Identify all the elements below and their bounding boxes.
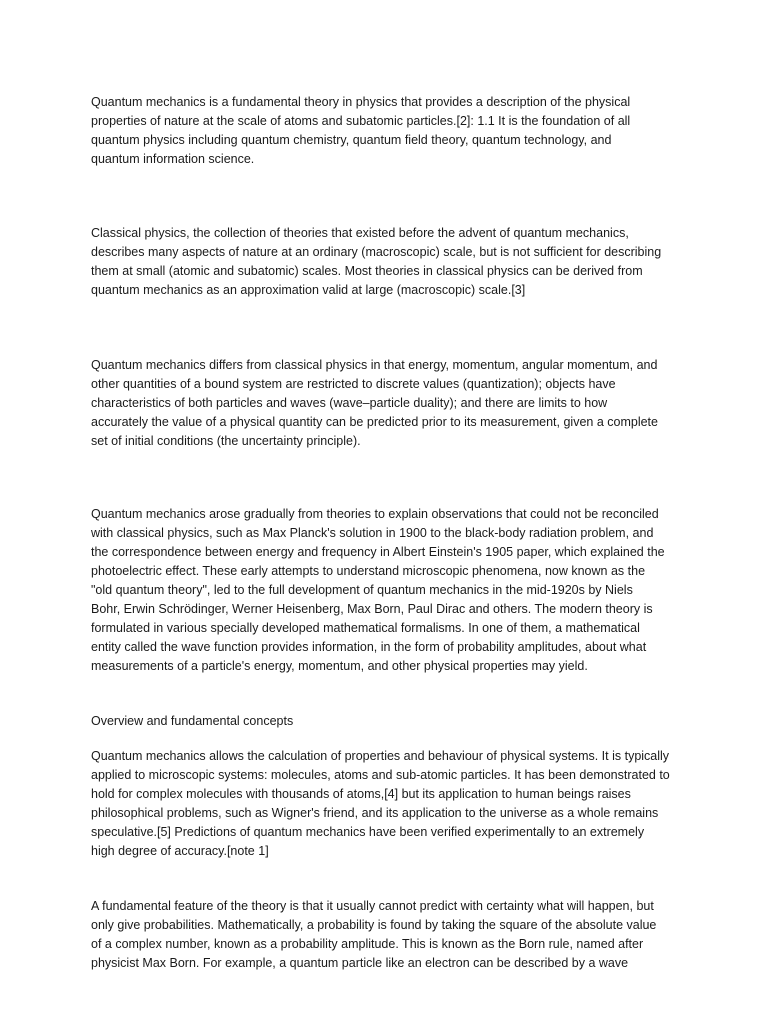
text-line: Quantum mechanics allows the calculation of properties and behaviour of physical systems. It is typically xyxy=(91,749,670,763)
text-line: quantum information science. xyxy=(91,152,255,166)
text-line: other quantities of a bound system are restricted to discrete values (quantization); objects have xyxy=(91,377,616,391)
text-line: Quantum mechanics differs from classical physics in that energy, momentum, angular momentum, and xyxy=(91,358,658,372)
text-line: measurements of a particle's energy, momentum, and other physical properties may yield. xyxy=(91,659,588,673)
paragraph-classical-physics xyxy=(91,224,691,300)
paragraph-differences xyxy=(91,356,691,451)
text-line: A fundamental feature of the theory is that it usually cannot predict with certainty what will happen, but xyxy=(91,899,654,913)
text-line: entity called the wave function provides information, in the form of probability amplitudes, about what xyxy=(91,640,647,654)
document-page xyxy=(91,93,691,973)
section-heading xyxy=(91,712,691,731)
paragraph-history xyxy=(91,505,691,676)
text-line: properties of nature at the scale of atoms and subatomic particles.[2]: 1.1 It is the foundation of all xyxy=(91,114,631,128)
text-line: philosophical problems, such as Wigner's friend, and its application to the universe as a whole remains xyxy=(91,806,659,820)
text-line: with classical physics, such as Max Planck's solution in 1900 to the black-body radiation problem, and xyxy=(91,526,654,540)
text-line: describes many aspects of nature at an ordinary (macroscopic) scale, but is not sufficient for describing xyxy=(91,245,662,259)
text-line: the correspondence between energy and frequency in Albert Einstein's 1905 paper, which explained the xyxy=(91,545,665,559)
text-line: accurately the value of a physical quantity can be predicted prior to its measurement, given a complete xyxy=(91,415,658,429)
text-line: "old quantum theory", led to the full development of quantum mechanics in the mid-1920s by Niels xyxy=(91,583,633,597)
text-line: Bohr, Erwin Schrödinger, Werner Heisenberg, Max Born, Paul Dirac and others. The modern theory is xyxy=(91,602,653,616)
text-line: high degree of accuracy.[note 1] xyxy=(91,844,269,858)
paragraph-probabilities xyxy=(91,897,691,973)
text-line: quantum physics including quantum chemistry, quantum field theory, quantum technology, and xyxy=(91,133,612,147)
text-line: set of initial conditions (the uncertainty principle). xyxy=(91,434,361,448)
text-line: only give probabilities. Mathematically, a probability is found by taking the square of the absolute value xyxy=(91,918,657,932)
text-line: characteristics of both particles and waves (wave–particle duality); and there are limits to how xyxy=(91,396,608,410)
text-line: photoelectric effect. These early attempts to understand microscopic phenomena, now known as the xyxy=(91,564,646,578)
text-line: them at small (atomic and subatomic) scales. Most theories in classical physics can be derived from xyxy=(91,264,643,278)
text-line: formulated in various specially developed mathematical formalisms. In one of them, a mathematical xyxy=(91,621,640,635)
text-line: Quantum mechanics is a fundamental theory in physics that provides a description of the physical xyxy=(91,95,631,109)
heading-text: Overview and fundamental concepts xyxy=(91,714,294,728)
text-line: quantum mechanics as an approximation valid at large (macroscopic) scale.[3] xyxy=(91,283,526,297)
text-line: of a complex number, known as a probability amplitude. This is known as the Born rule, named after xyxy=(91,937,644,951)
text-line: applied to microscopic systems: molecules, atoms and sub-atomic particles. It has been demonstrated to xyxy=(91,768,670,782)
paragraph-overview xyxy=(91,747,691,861)
text-line: speculative.[5] Predictions of quantum mechanics have been verified experimentally to an extremely xyxy=(91,825,645,839)
text-line: hold for complex molecules with thousands of atoms,[4] but its application to human beings raises xyxy=(91,787,631,801)
text-line: Classical physics, the collection of theories that existed before the advent of quantum mechanics, xyxy=(91,226,629,240)
text-line: Quantum mechanics arose gradually from theories to explain observations that could not be reconciled xyxy=(91,507,659,521)
paragraph-intro xyxy=(91,93,691,169)
text-line: physicist Max Born. For example, a quantum particle like an electron can be described by a wave xyxy=(91,956,629,970)
